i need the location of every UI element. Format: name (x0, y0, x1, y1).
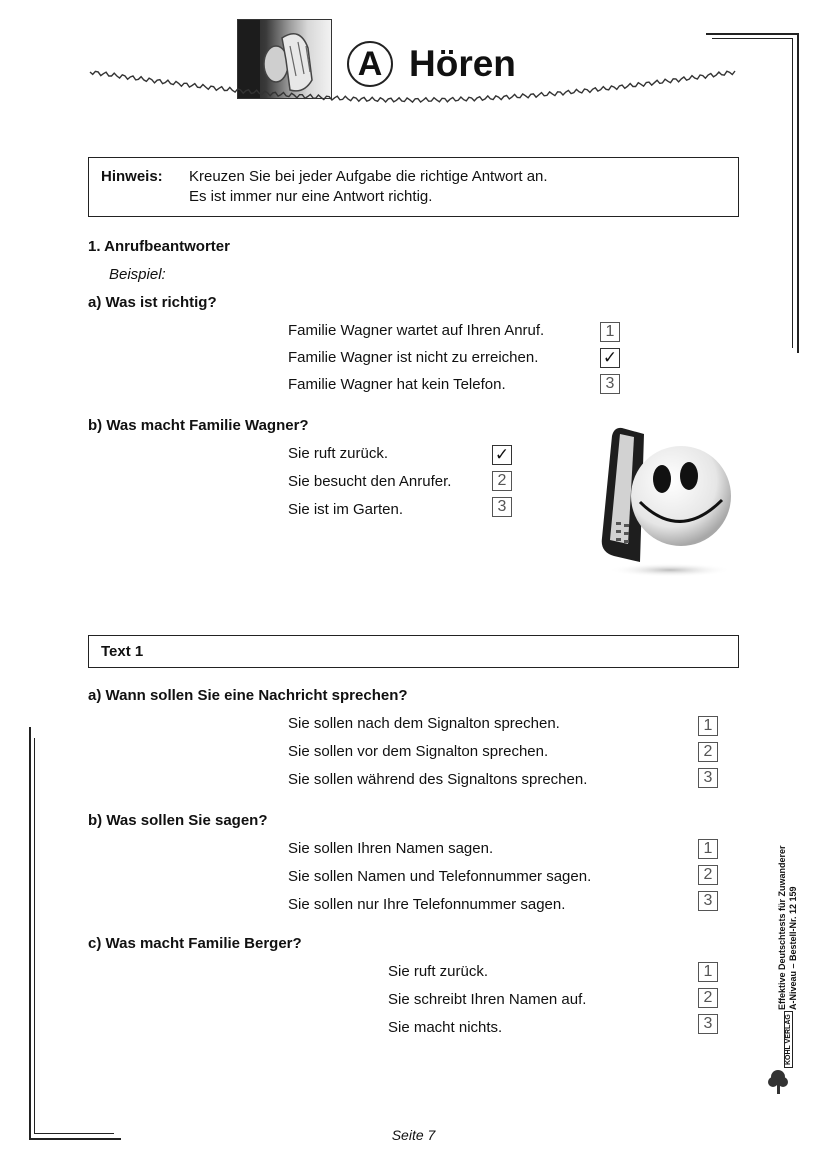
answer-checkbox[interactable]: 3 (492, 497, 512, 517)
answer-option: Familie Wagner hat kein Telefon. (288, 376, 506, 393)
answer-option: Familie Wagner wartet auf Ihren Anruf. (288, 322, 545, 339)
answer-checkbox[interactable]: 1 (698, 716, 718, 736)
answer-checkbox[interactable]: 3 (698, 768, 718, 788)
answer-option: Sie sollen Ihren Namen sagen. (288, 840, 494, 857)
text1-label: Text 1 (101, 643, 144, 660)
section-heading: 1. Anrufbeantworter (88, 238, 230, 255)
answer-option: Sie sollen nur Ihre Telefonnummer sagen. (288, 896, 566, 913)
answer-option: Sie ruft zurück. (288, 445, 389, 462)
hint-line-1: Kreuzen Sie bei jeder Aufgabe die richtige Antwort an. (189, 168, 548, 185)
publisher-order-number: A-Niveau – Bestell-Nr. 12 159 (788, 886, 798, 1010)
frame-bottom-left-v2 (34, 738, 35, 1134)
question-label: a) Wann sollen Sie eine Nachricht sprechen? (88, 687, 408, 704)
question-label: a) Was ist richtig? (88, 294, 217, 311)
answer-checkbox[interactable]: 3 (600, 374, 620, 394)
text1-box (88, 635, 739, 668)
question-label: c) Was macht Familie Berger? (88, 935, 302, 952)
frame-top-right-v2 (792, 38, 793, 348)
frame-top-right-h2 (712, 38, 793, 39)
answer-option: Sie sollen nach dem Signalton sprechen. (288, 715, 560, 732)
answer-option: Sie sollen Namen und Telefonnummer sagen. (288, 868, 592, 885)
answer-checkbox[interactable]: 2 (698, 742, 718, 762)
answer-option: Sie sollen während des Signaltons sprechen. (288, 771, 588, 788)
page-number: Seite 7 (391, 1127, 436, 1143)
question-label: b) Was macht Familie Wagner? (88, 417, 309, 434)
answer-option: Sie ruft zurück. (388, 963, 489, 980)
hint-label: Hinweis: (101, 168, 163, 185)
example-label: Beispiel: (109, 266, 166, 283)
page-title: Hören (409, 43, 516, 84)
hint-line-2: Es ist immer nur eine Antwort richtig. (189, 188, 433, 205)
section-badge: A (347, 41, 393, 87)
answer-checkbox[interactable]: 3 (698, 891, 718, 911)
hint-box (88, 157, 739, 217)
wavy-divider (88, 68, 736, 112)
answer-option: Sie schreibt Ihren Namen auf. (388, 991, 587, 1008)
answer-option: Sie ist im Garten. (288, 501, 404, 518)
frame-top-right-v1 (797, 33, 799, 353)
publisher-tree-icon (766, 1068, 792, 1096)
answer-option: Familie Wagner ist nicht zu erreichen. (288, 349, 539, 366)
answer-checkbox[interactable]: 1 (698, 962, 718, 982)
answer-checkbox[interactable]: 3 (698, 1014, 718, 1034)
answer-checkbox-checked[interactable]: ✓ (492, 445, 512, 465)
frame-bottom-left-v1 (29, 727, 31, 1139)
answer-checkbox[interactable]: 2 (698, 865, 718, 885)
answer-checkbox[interactable]: 2 (492, 471, 512, 491)
question-label: b) Was sollen Sie sagen? (88, 812, 268, 829)
publisher-series-title: Effektive Deutschtests für Zuwanderer (777, 845, 787, 1010)
publisher-logo-text: KOHL VERLAG (784, 1011, 793, 1068)
answer-checkbox[interactable]: 1 (698, 839, 718, 859)
answer-option: Sie macht nichts. (388, 1019, 503, 1036)
answer-option: Sie sollen vor dem Signalton sprechen. (288, 743, 549, 760)
answer-option: Sie besucht den Anrufer. (288, 473, 452, 490)
answer-checkbox[interactable]: 1 (600, 322, 620, 342)
answer-checkbox-checked[interactable]: ✓ (600, 348, 620, 368)
frame-top-right-h1 (706, 33, 798, 35)
answer-checkbox[interactable]: 2 (698, 988, 718, 1008)
phone-smiley-illustration (592, 424, 737, 584)
